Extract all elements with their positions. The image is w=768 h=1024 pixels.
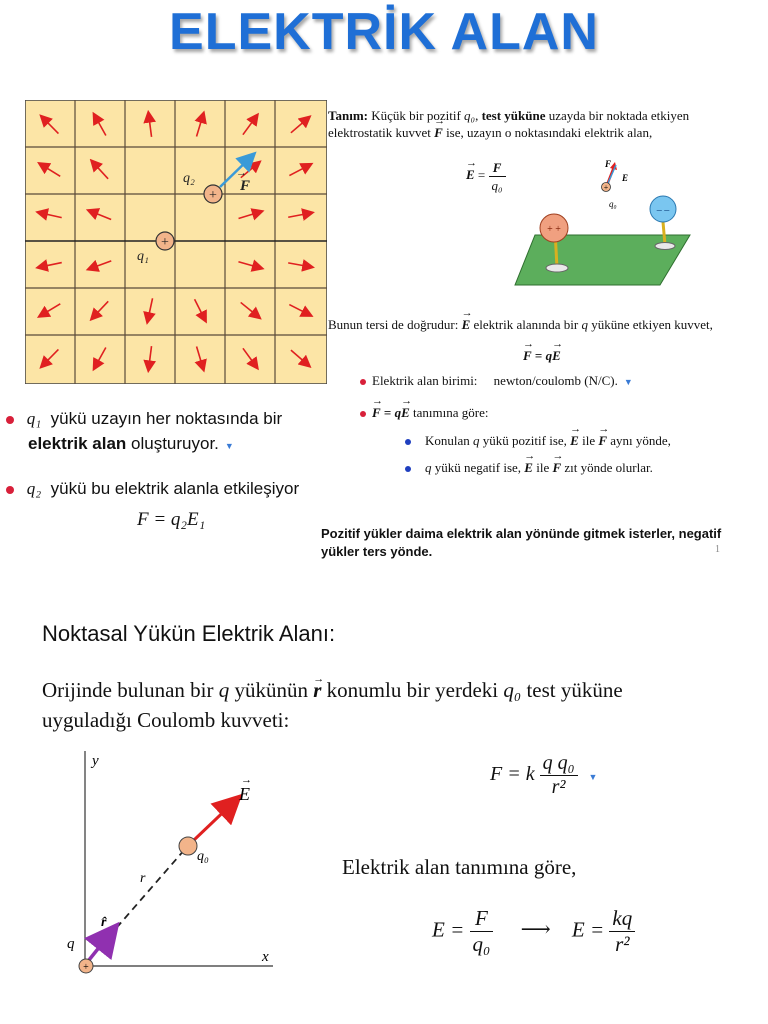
svg-text:→: → <box>241 774 252 786</box>
field-definition-label: Elektrik alan tanımına göre, <box>342 855 577 879</box>
svg-text:+: + <box>161 235 169 250</box>
svg-text:q₀: q₀ <box>197 849 209 864</box>
svg-text:y: y <box>92 753 99 769</box>
svg-text:E: E <box>622 173 629 183</box>
svg-text:E: E <box>239 784 250 804</box>
coulomb-equation: F = k $\frac{\text{q q₀}}{\text{r²}}$ ▼ <box>490 752 598 798</box>
q1-bullet: q₁ yükü uzayın her noktasında bir elektrik alan oluşturuyor. ▼ <box>6 406 356 459</box>
svg-text:q₀: q₀ <box>609 199 617 209</box>
svg-text:→: → <box>236 167 247 179</box>
conclusion-text: Pozitif yükler daima elektrik alan yönünde gitmek isterler, negatif yükler ters yönde. <box>321 526 722 559</box>
slide-number: 1 <box>715 544 720 555</box>
q2-force-equation: F = q₂E₁ <box>137 509 206 530</box>
section-heading: Noktasal Yükün Elektrik Alanı: <box>42 621 336 646</box>
svg-text:+ +: + + <box>547 224 561 235</box>
inverse-paragraph: Bunun tersi de doğrudur: → E elektrik alanında bir q yüküne etkiyen kuvvet, <box>328 316 768 333</box>
svg-text:r: r <box>140 871 146 886</box>
svg-text:+: + <box>209 188 217 203</box>
fig-q1-label: q₁ <box>137 249 149 264</box>
q2-bullet: q₂ yükü bu elektrik alanla etkileşiyor <box>6 476 366 501</box>
field-lines-figure <box>25 100 327 384</box>
unit-bullet: Elektrik alan birimi: newton/coulomb (N/C). ▼ <box>360 372 633 391</box>
fig-q2-label: q₂ <box>183 171 195 186</box>
field-derivation-equation: E = $\frac{F}{\text{q₀}}$ ⟶ E = $\frac{kq}{\text{r²}}$ <box>432 906 635 957</box>
svg-text:q: q <box>67 936 75 952</box>
fig-force-label: F <box>240 178 251 194</box>
definition-bullet: → F = q→ E tanımına göre: <box>360 404 488 421</box>
force-equation: → F = q→ E <box>523 347 561 364</box>
svg-text:– –: – – <box>656 205 670 216</box>
sub-bullet-negative: q yükü negatif ise, → E ile → F zıt yönde olurlar. <box>405 459 653 476</box>
svg-text:+: + <box>603 183 609 192</box>
sub-bullet-positive: Konulan q yükü pozitif ise, → E ile → F aynı yönde, <box>405 432 671 449</box>
point-charge-figure <box>58 748 288 976</box>
coulomb-intro-line: Orijinde bulunan bir q yükünün → r konumlu bir yerdeki q₀ test yüküne <box>42 676 762 704</box>
definition-paragraph: Tanım: Küçük bir pozitif q₀, test yüküne uzayda bir noktada etkiyen elektrostatik kuvvet → F ise, uzayın o noktasındaki elektrik alan, <box>328 107 748 141</box>
svg-text:+: + <box>83 962 89 973</box>
svg-text:F: F <box>605 159 612 169</box>
field-definition-equation: → E = $\frac{F}{\text{q₀}}$ <box>466 159 506 194</box>
svg-text:r̂: r̂ <box>101 915 107 930</box>
charged-spheres-figure <box>505 190 720 290</box>
coulomb-intro-line-2: uygulad​ığı Coulomb kuvveti: <box>42 708 290 732</box>
page-title: ELEKTRİK ALAN <box>169 3 599 61</box>
svg-text:x: x <box>262 949 269 965</box>
